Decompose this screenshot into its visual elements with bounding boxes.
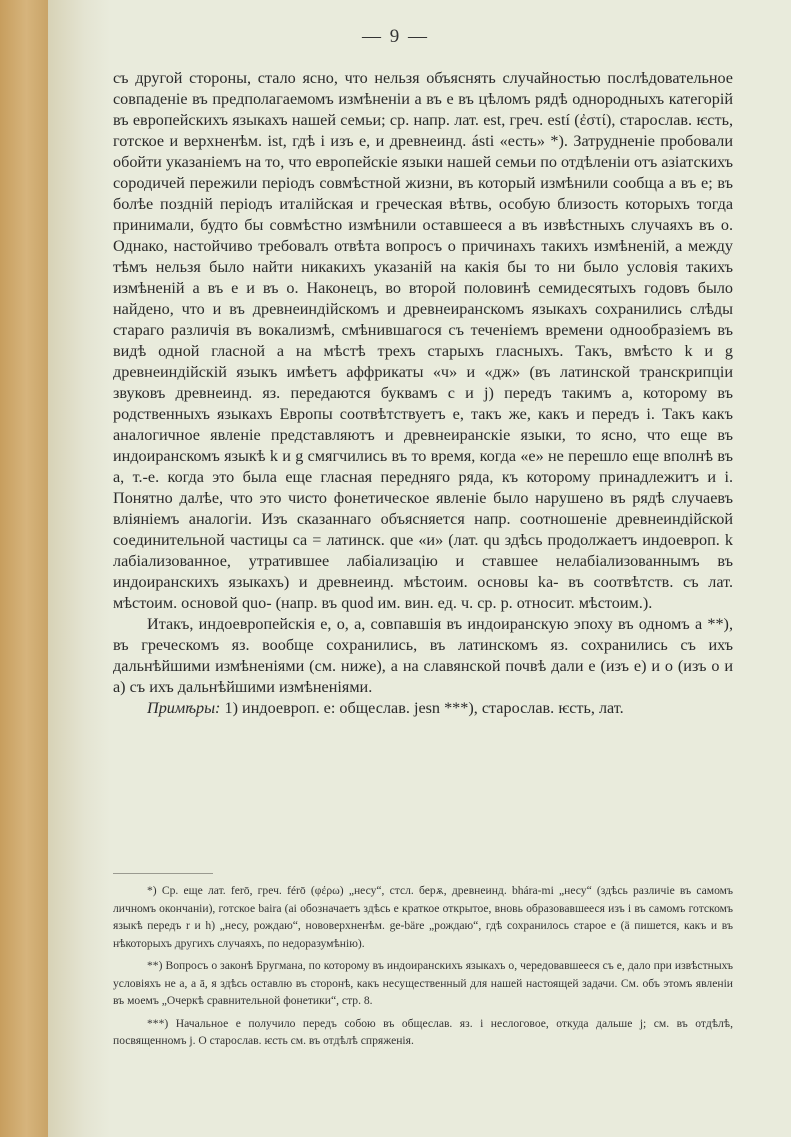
main-text [113,68,733,719]
footnote-separator [113,873,213,874]
examples-label: Примѣры: [147,699,221,717]
paragraph-examples [113,698,733,719]
footnote-2 [113,957,733,1010]
footnotes [113,882,733,1055]
footnote-1 [113,882,733,952]
footnote-text: Ср. еще лат. ferō, греч. férō (φέρω) „несу“, стсл. берѫ, древнеинд. bhára-mi „несу“ (здѣсь различіе въ самомъ личномъ окончаніи), готское baira (ai обозначаетъ здѣсь е краткое открытое, вновь образовавшееся изъ і въ самомъ готскомъ языкѣ передъ r и h) „несу, рождаю“, нововерхненѣм. ge-bäre „рождаю“, гдѣ сохранилось старое е (ä пишется, какъ и въ нѣкоторыхъ другихъ случаяхъ, по недоразумѣнію). [113,884,733,950]
footnote-text: Вопросъ о законѣ Бругмана, по которому въ индоиранскихъ языкахъ о, чередовавшееся съ е, дало при извѣстныхъ условіяхъ не а, а ā, я здѣсь оставлю въ сторонѣ, какъ несущественный для нашей настоящей задачи. См. объ этомъ явленіи въ моемъ „Очеркѣ сравнительной фонетики“, стр. 8. [113,959,733,1007]
examples-text: 1) индоевроп. е: общеслав. jesn ***), старослав. ѥсть, лат. [220,699,624,717]
footnote-3 [113,1015,733,1050]
page-number: — 9 — [362,26,429,47]
footnote-marker: ***) [147,1016,169,1030]
paragraph-1: съ другой стороны, стало ясно, что нельзя объяснять случайностью послѣдовательное совпаденіе въ предполагаемомъ измѣненіи а въ е въ цѣломъ рядѣ однородныхъ категорій въ европейскихъ языкахъ нашей семьи; ср. напр. лат. est, греч. estí (ἐστί), старослав. ѥсть, готское и верхненѣм. ist, гдѣ і изъ е, и древнеинд. ásti «есть» *). Затрудненіе пробовали обойти указаніемъ на то, что европейскіе языки нашей семьи по отдѣленіи отъ азіатскихъ сородичей пережили періодъ совмѣстной жизни, въ который измѣнили сообща а въ е; въ болѣе поздній періодъ италійская и греческая вѣтвь, особую близость которыхъ тогда принимали, будто бы совмѣстно измѣнили оставшееся а въ извѣстныхъ случаяхъ въ о. Однако, настойчиво требовалъ отвѣта вопросъ о причинахъ такихъ измѣненій, а между тѣмъ нельзя было найти никакихъ указаній на какія бы то ни было условія такихъ измѣненій а въ е и въ о. Наконецъ, во второй половинѣ семидесятыхъ годовъ было найдено, что и въ древнеиндійскомъ и древнеиранскомъ языкахъ сохранились слѣды стараго различія въ вокализмѣ, смѣнившагося съ теченіемъ времени однообразіемъ въ видѣ одной гласной а на мѣстѣ трехъ старыхъ гласныхъ. Такъ, вмѣсто k и g древнеиндійскій языкъ имѣетъ аффрикаты «ч» и «дж» (въ латинской транскрипціи звуковъ древнеинд. яз. передаются буквамъ c и j) передъ такимъ а, которому въ родственныхъ языкахъ Европы соотвѣтствуетъ е, такъ же, какъ и передъ і. Такъ какъ аналогичное явленіе представляютъ и древнеиранскіе языки, то ясно, что еще въ индоиранскомъ языкѣ k и g смягчились въ то время, когда «е» не перешло еще вполнѣ въ а, т.-е. когда это была еще гласная передняго ряда, къ которому принадлежитъ и і. Понятно далѣе, что это чисто фонетическое явленіе было нарушено въ рядѣ случаевъ вліяніемъ аналогіи. Изъ сказаннаго объясняется напр. соотношеніе древнеиндійской соединительной частицы ca = латинск. que «и» (лат. qu здѣсь продолжаетъ индоевроп. k лабіализованное, утратившее лабіализацію и ставшее нелабіализованнымъ въ индоиранскихъ языкахъ) и древнеинд. мѣстоим. основы ka- въ соотвѣтств. съ лат. мѣстоим. основой quo- (напр. въ quod им. вин. ед. ч. ср. р. относит. мѣстоим.). [113,69,733,612]
paragraph-2: Итакъ, индоевропейскія е, о, а, совпавшія въ индоиранскую эпоху въ одномъ а **), въ греческомъ яз. вообще сохранились, въ латинскомъ яз. сохранились съ ихъ дальнѣйшими измѣненіями (см. ниже), а на славянской почвѣ дали е (изъ е) и о (изъ о и а) съ ихъ дальнѣйшими измѣненіями. [113,615,733,696]
footnote-text: Начальное е получило передъ собою въ общеслав. яз. і неслоговое, откуда дальше j; см. въ отдѣлѣ, посвященномъ j. О старослав. ѥсть см. въ отдѣлѣ спряженія. [113,1016,733,1047]
footnote-marker: **) [147,959,163,972]
footnote-marker: *) [147,884,157,897]
